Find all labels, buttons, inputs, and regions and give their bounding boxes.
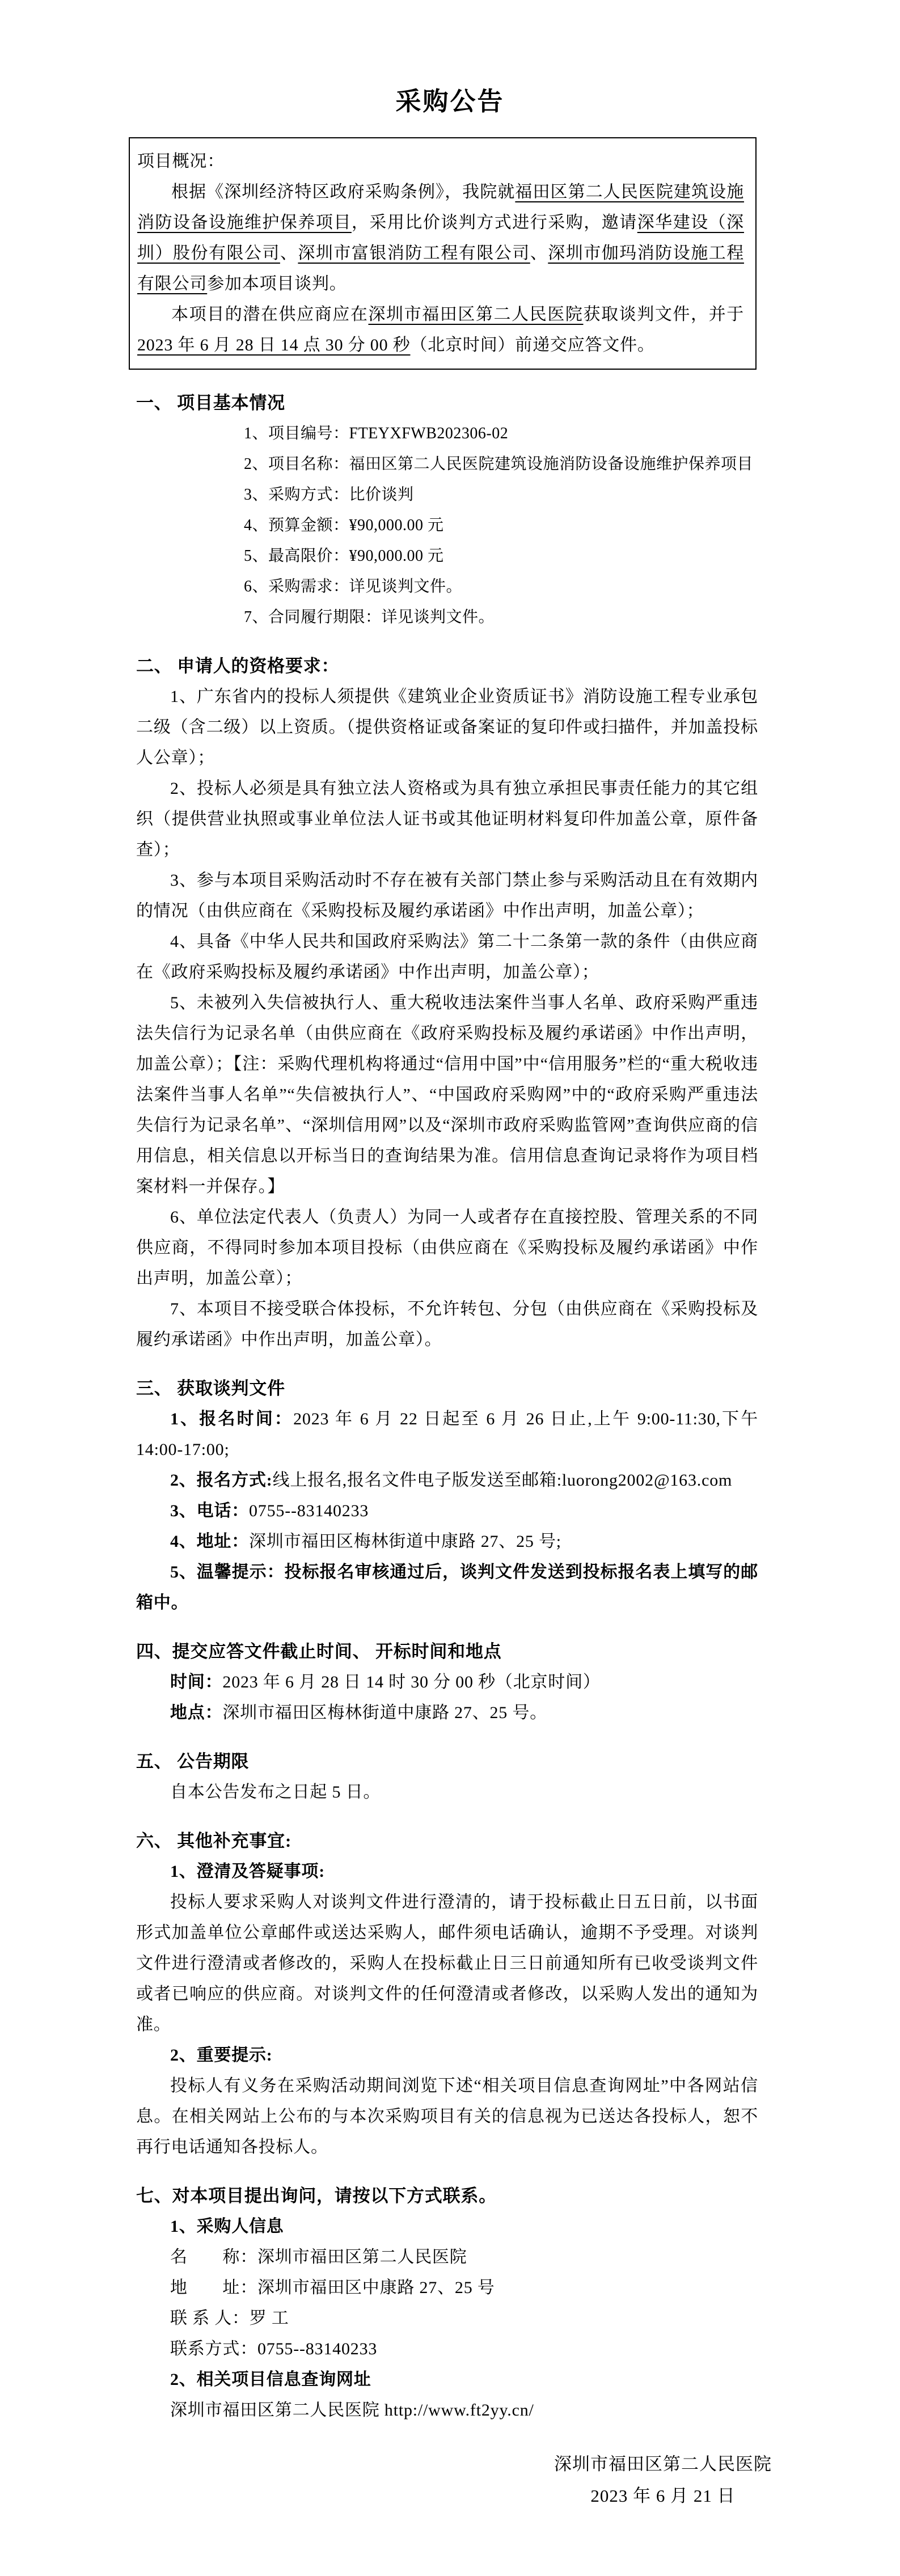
text-run: 7、合同履行期限：详见谈判文件。 xyxy=(244,608,495,626)
text-run: 2、重要提示: xyxy=(170,2046,273,2065)
text-run: 、 xyxy=(530,244,548,263)
paragraph xyxy=(136,1667,758,1698)
text-run: （北京时间）前递交应答文件。 xyxy=(410,336,655,354)
paragraph xyxy=(136,1526,758,1557)
text-run: 5、最高限价：¥90,000.00 元 xyxy=(244,547,444,565)
section-heading xyxy=(136,1746,758,1777)
overview-paragraph xyxy=(137,177,744,299)
paragraph xyxy=(136,1465,758,1496)
paragraph xyxy=(136,1557,758,1618)
paragraph xyxy=(136,1202,758,1294)
document-body xyxy=(136,388,758,2426)
paragraph xyxy=(136,927,758,988)
text-run: 项目概况： xyxy=(137,152,225,171)
paragraph xyxy=(136,1887,758,2040)
section-heading xyxy=(136,1826,758,1856)
underlined-text-run: 深圳市富银消防工程有限公司 xyxy=(298,244,530,263)
text-run: 三、 获取谈判文件 xyxy=(136,1378,285,1398)
paragraph xyxy=(136,1294,758,1355)
paragraph xyxy=(136,2211,758,2242)
text-run: 深圳市福田区第二人民医院 http://www.ft2yy.cn/ xyxy=(170,2401,534,2420)
text-run: 联系方式：0755--83140233 xyxy=(170,2340,378,2358)
paragraph xyxy=(136,480,758,510)
text-run: 6、采购需求：详见谈判文件。 xyxy=(244,578,463,595)
text-run: 、 xyxy=(280,244,298,263)
paragraph xyxy=(136,1404,758,1465)
paragraph xyxy=(136,2303,758,2334)
paragraph xyxy=(136,602,758,633)
paragraph xyxy=(136,773,758,865)
text-run: 根据《深圳经济特区政府采购条例》，我院就 xyxy=(171,183,516,201)
underlined-text-run: 深圳市伽玛消防设施工程有限公司 xyxy=(137,244,744,293)
document-title: 采购公告 xyxy=(395,87,505,116)
text-run: 5、未被列入失信被执行人、重大税收违法案件当事人名单、政府采购严重违法失信行为记录名单（由供应商在《政府采购投标及履约承诺函》中作出声明，加盖公章）；【注：采购代理机构将通过“信用中国”中“信用服务”栏的“重大税收违法案件当事人名单”“失信被执行人”、“中国政府采购网”中的“政府采购严重违法失信行为记录名单”、“深圳信用网”以及“深圳市政府采购监管网”查询供应商的信用信息，相关信息以开标当日的查询结果为准。信用信息查询记录将作为项目档案材料一并保存。】 xyxy=(136,993,758,1196)
paragraph xyxy=(136,1777,758,1808)
text-run: 深圳市福田区梅林街道中康路 27、25 号; xyxy=(249,1532,561,1551)
section-heading xyxy=(136,388,758,418)
paragraph xyxy=(136,988,758,1202)
text-run: 2、相关项目信息查询网址 xyxy=(170,2370,371,2389)
text-run: 1、采购人信息 xyxy=(170,2217,284,2236)
text-run: 七、对本项目提出询问，请按以下方式联系。 xyxy=(136,2186,497,2206)
text-run: 4、地址： xyxy=(170,1532,249,1551)
text-run: 地 址：深圳市福田区中康路 27、25 号 xyxy=(170,2278,495,2297)
issuer-name: 深圳市福田区第二人民医院 xyxy=(554,2454,772,2474)
signature-block xyxy=(554,2448,772,2512)
text-run: 1、项目编号：FTEYXFWB202306-02 xyxy=(244,425,509,442)
paragraph xyxy=(136,1856,758,1887)
paragraph xyxy=(136,2242,758,2273)
text-run: 自本公告发布之日起 5 日。 xyxy=(170,1783,381,1801)
underlined-text-run: 深华建设（深圳）股份有限公司 xyxy=(137,213,744,263)
text-run: 5、温馨提示：投标报名审核通过后，谈判文件发送到投标报名表上填写的邮箱中。 xyxy=(136,1563,758,1612)
text-run: 1、报名时间： xyxy=(170,1410,294,1428)
paragraph xyxy=(136,682,758,773)
text-run: 获取谈判文件，并于 xyxy=(583,305,744,324)
paragraph xyxy=(136,2364,758,2395)
text-run: 4、具备《中华人民共和国政府采购法》第二十二条第一款的条件（由供应商在《政府采购投标及履约承诺函》中作出声明，加盖公章）； xyxy=(136,932,758,982)
section-heading xyxy=(136,2181,758,2211)
text-run: 3、参与本项目采购活动时不存在被有关部门禁止参与采购活动且在有效期内的情况（由供应商在《采购投标及履约承诺函》中作出声明，加盖公章）； xyxy=(136,871,758,920)
paragraph xyxy=(136,2273,758,2303)
text-run: 深圳市福田区梅林街道中康路 27、25 号。 xyxy=(222,1703,548,1722)
text-run: 五、 公告期限 xyxy=(136,1752,250,1771)
text-run: ，采用比价谈判方式进行采购，邀请 xyxy=(351,213,637,232)
text-run: 四、提交应答文件截止时间、 开标时间和地点 xyxy=(136,1642,502,1661)
section-heading xyxy=(136,1636,758,1667)
text-run: 二、 申请人的资格要求： xyxy=(136,656,340,676)
text-run: 2023 年 6 月 28 日 14 时 30 分 00 秒（北京时间） xyxy=(222,1673,601,1691)
paragraph xyxy=(136,541,758,572)
underlined-text-run: 福田区第二人民医院建筑设施消防设备设施维护保养项目 xyxy=(137,183,744,232)
paragraph xyxy=(136,510,758,541)
text-run: 7、本项目不接受联合体投标，不允许转包、分包（由供应商在《采购投标及履约承诺函》中作出声明，加盖公章）。 xyxy=(136,1300,758,1349)
paragraph xyxy=(136,1698,758,1728)
project-overview-box xyxy=(129,137,757,370)
text-run: 联 系 人：罗 工 xyxy=(170,2309,289,2328)
text-run: 6、单位法定代表人（负责人）为同一人或者存在直接控股、管理关系的不同供应商，不得同时参加本项目投标（由供应商在《采购投标及履约承诺函》中作出声明，加盖公章）； xyxy=(136,1208,758,1288)
text-run: 地点： xyxy=(170,1703,223,1722)
text-run: 1、广东省内的投标人须提供《建筑业企业资质证书》消防设施工程专业承包二级（含二级）以上资质。（提供资格证或备案证的复印件或扫描件，并加盖投标人公章）； xyxy=(136,687,758,767)
text-run: 名 称：深圳市福田区第二人民医院 xyxy=(170,2248,467,2266)
issue-date: 2023 年 6 月 21 日 xyxy=(590,2486,736,2506)
overview-paragraph xyxy=(137,146,744,177)
text-run: 2、项目名称：福田区第二人民医院建筑设施消防设备设施维护保养项目 xyxy=(244,455,754,473)
underlined-text-run: 2023 年 6 月 28 日 14 点 30 分 00 秒 xyxy=(137,336,411,354)
overview-paragraph xyxy=(137,299,744,361)
text-run: 2、报名方式: xyxy=(170,1471,273,1490)
text-run: 六、 其他补充事宜: xyxy=(136,1831,292,1851)
text-run: 线上报名,报名文件电子版发送至邮箱:luorong2002@163.com xyxy=(272,1471,733,1490)
underlined-text-run: 深圳市福田区第二人民医院 xyxy=(368,305,584,324)
text-run: 2023 年 6 月 22 日起至 6 月 26 日止,上午 9:00-11:30,下午 14:00-17:00; xyxy=(136,1410,758,1459)
paragraph xyxy=(136,2071,758,2163)
text-run: 3、采购方式：比价谈判 xyxy=(244,486,414,504)
paragraph xyxy=(136,2040,758,2071)
paragraph xyxy=(136,2334,758,2364)
text-run: 本项目的潜在供应商应在 xyxy=(171,305,369,324)
text-run: 参加本项目谈判。 xyxy=(207,274,347,293)
text-run: 4、预算金额：¥90,000.00 元 xyxy=(244,517,444,534)
paragraph xyxy=(136,572,758,602)
text-run: 1、澄清及答疑事项: xyxy=(170,1862,325,1881)
section-heading xyxy=(136,651,758,682)
paragraph xyxy=(136,418,758,449)
text-run: 投标人有义务在采购活动期间浏览下述“相关项目信息查询网址”中各网站信息。在相关网站上公布的与本次采购项目有关的信息视为已送达各投标人，恕不再行电话通知各投标人。 xyxy=(136,2076,758,2156)
text-run: 3、电话： xyxy=(170,1501,249,1520)
text-run: 一、 项目基本情况 xyxy=(136,393,285,413)
paragraph xyxy=(136,865,758,927)
paragraph xyxy=(136,449,758,480)
text-run: 0755--83140233 xyxy=(249,1501,369,1520)
paragraph xyxy=(136,2395,758,2426)
paragraph xyxy=(136,1496,758,1526)
text-run: 投标人要求采购人对谈判文件进行澄清的，请于投标截止日五日前，以书面形式加盖单位公章邮件或送达采购人，邮件须电话确认，逾期不予受理。对谈判文件进行澄清或者修改的，采购人在投标截止日三日前通知所有已收受谈判文件或者已响应的供应商。对谈判文件的任何澄清或者修改，以采购人发出的通知为准。 xyxy=(136,1893,758,2034)
section-heading xyxy=(136,1373,758,1404)
text-run: 2、投标人必须是具有独立法人资格或为具有独立承担民事责任能力的其它组织（提供营业执照或事业单位法人证书或其他证明材料复印件加盖公章，原件备查）； xyxy=(136,779,758,859)
text-run: 时间： xyxy=(170,1673,223,1691)
